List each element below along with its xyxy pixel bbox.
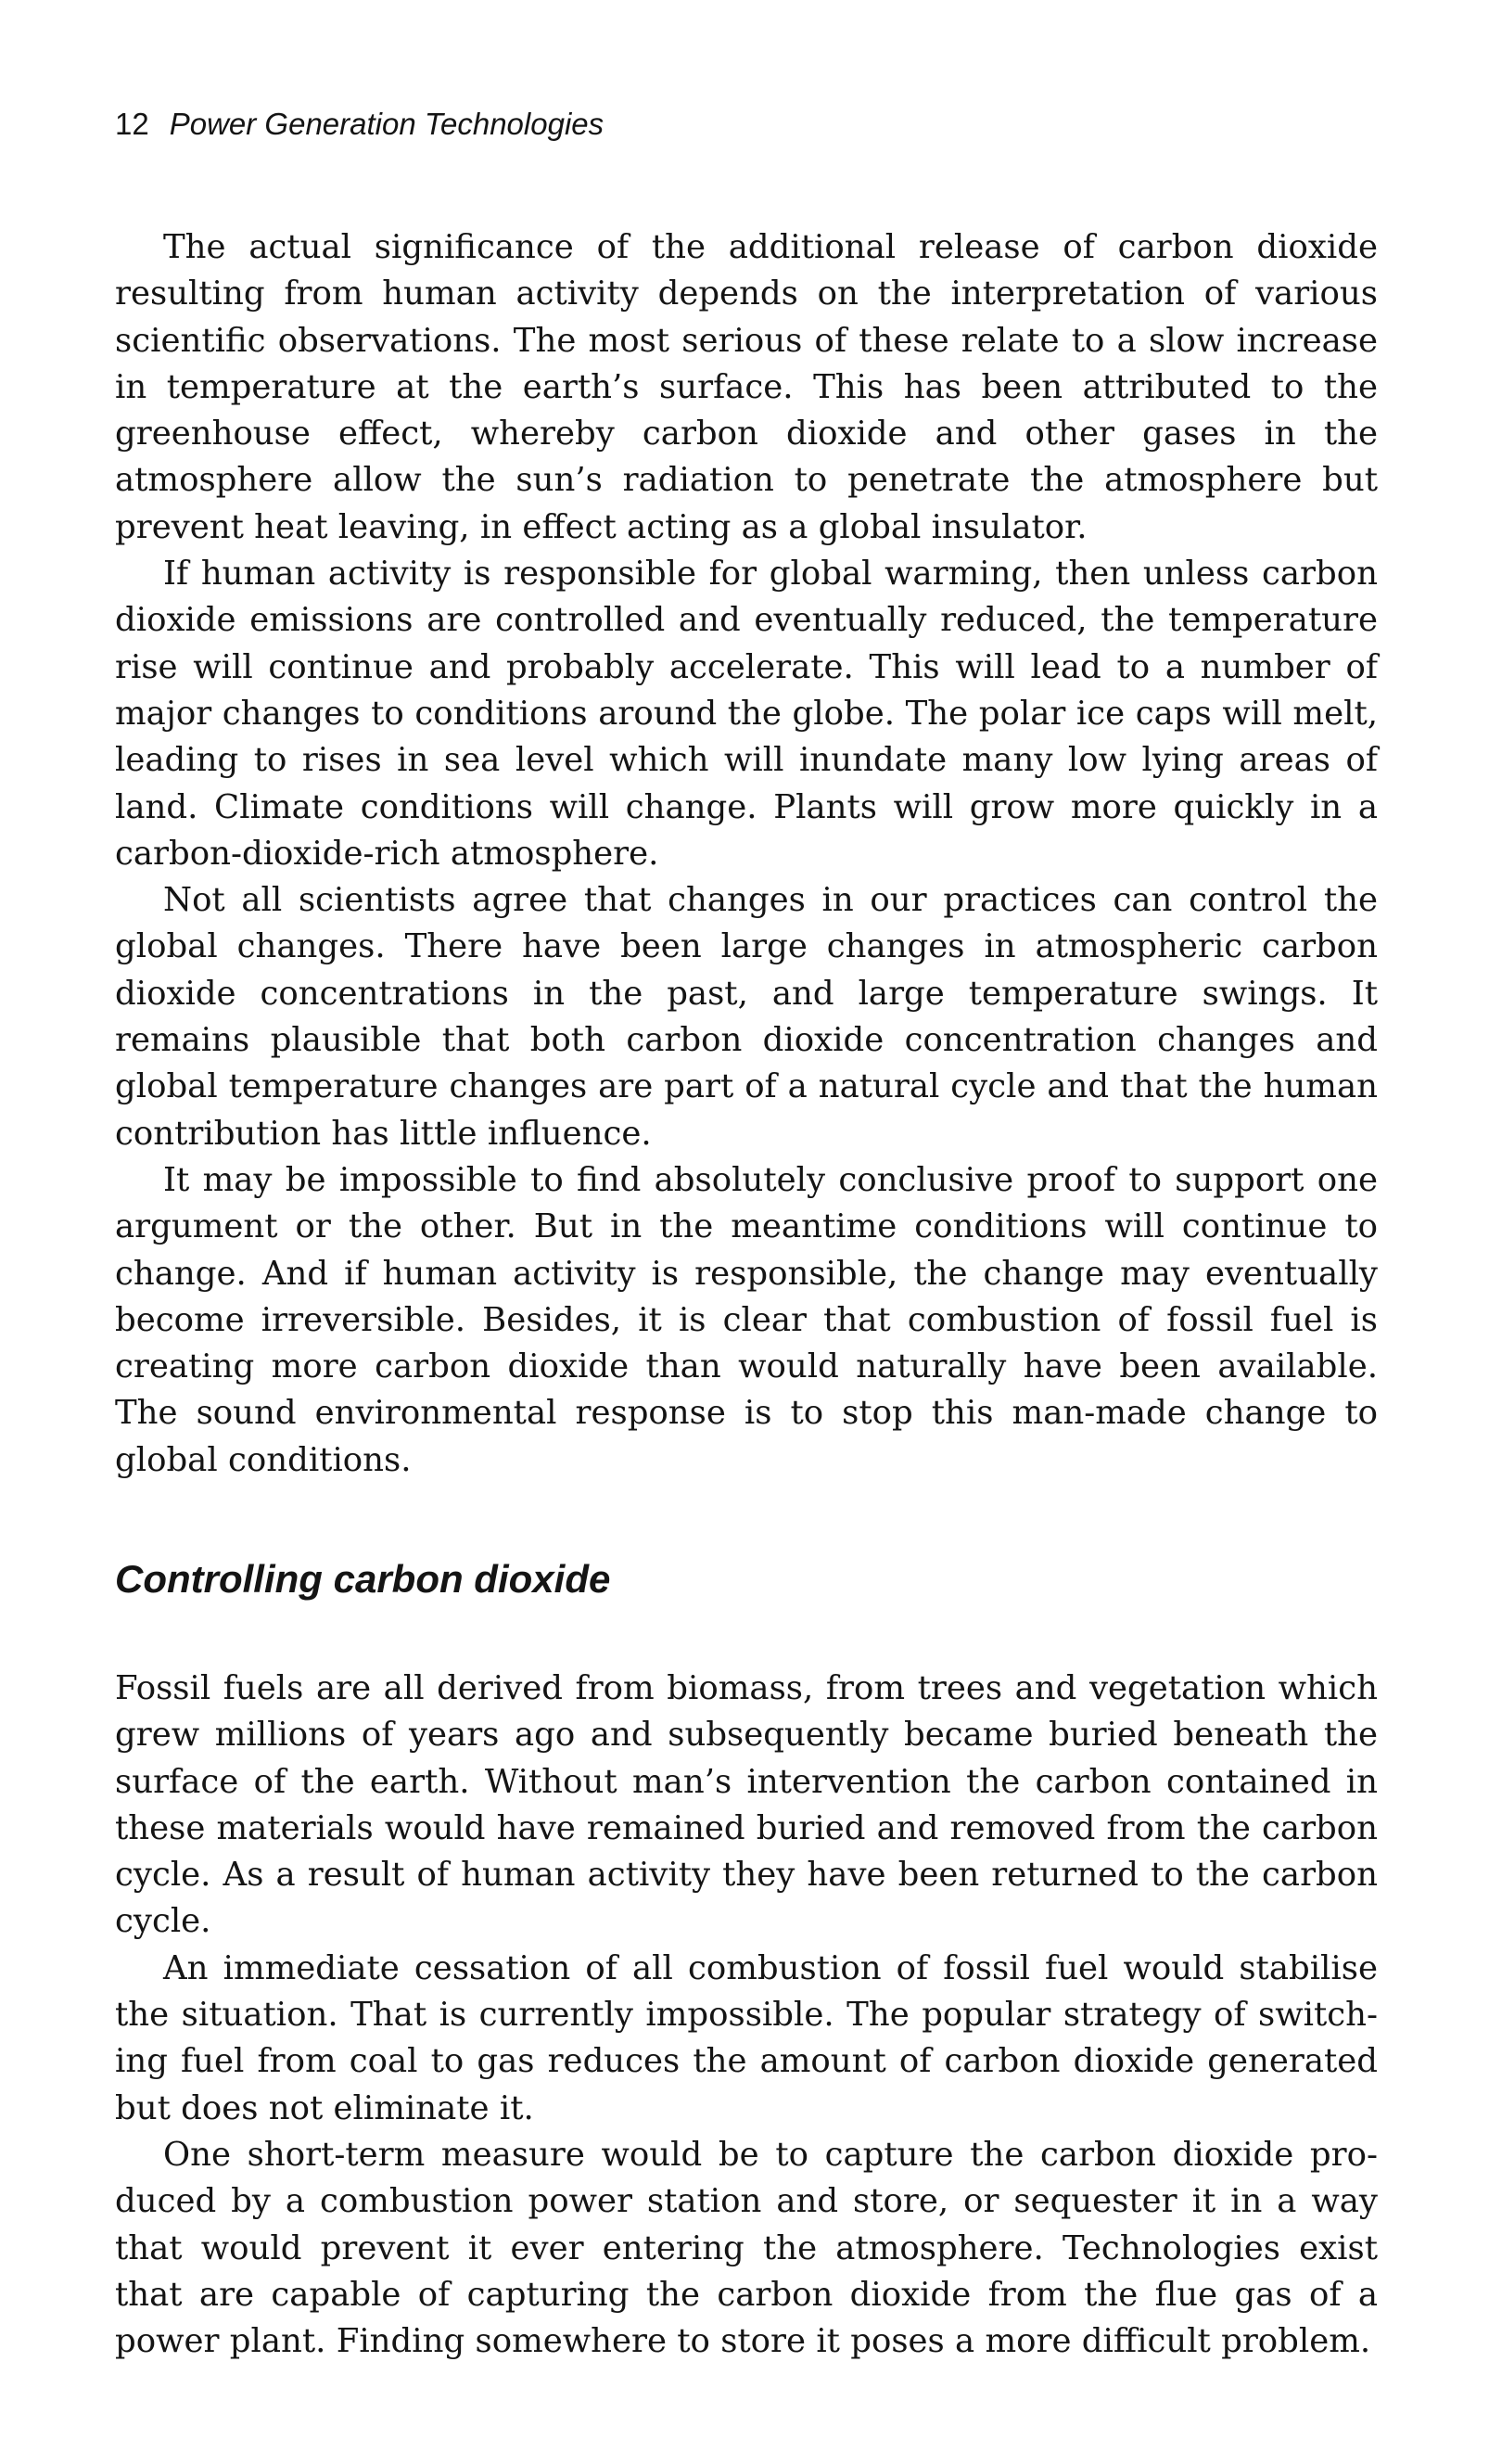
running-head [115, 106, 604, 143]
paragraph: If human activity is responsible for global warming, then unless carbon dioxide emissions are controlled and eventually reduced, the temperature rise will continue and probably accelerate. This will lead to a number of major changes to conditions around the globe. The polar ice caps will melt, leading to rises in sea level which will inundate many low lying areas of land. Climate conditions will change. Plants will grow more quickly in a carbon-dioxide-rich atmosphere. [115, 555, 1378, 873]
paragraph: The actual significance of the additional release of carbon dioxide resulting from human activity depends on the interpretation of various scientific observations. The most serious of these relate to a slow increase in temperature at the earth’s surface. This has been attributed to the greenhouse effect, whereby carbon dioxide and other gases in the atmosphere allow the sun’s radiation to penetrate the atmosphere but prevent heat leaving, in effect acting as a global insulator. [115, 228, 1378, 546]
body-text-before-heading [115, 224, 1378, 1484]
paragraph: An immediate cessation of all combustion of fossil fuel would stabilise the situation. That is currently impossible. The popular strategy of switching fuel from coal to gas reduces the amount of carbon dioxide generated but does not eliminate it. [115, 1948, 1378, 2127]
body-text-after-heading [115, 1666, 1378, 2365]
book-title: Power Generation Technologies [169, 107, 605, 141]
paragraph: Not all scientists agree that changes in our practices can control the global changes. There have been large changes in atmospheric carbon dioxide concentrations in the past, and large temperature swings. It remains plausible that both carbon dioxide concentration changes and global temperature changes are part of a natural cycle and that the human contribution has little influence. [115, 881, 1378, 1153]
section-heading: Controlling carbon dioxide [115, 1557, 611, 1601]
page-number: 12 [115, 107, 149, 141]
paragraph: It may be impossible to find absolutely conclusive proof to support one argument or the other. But in the meantime conditions will continue to change. And if human activity is responsible, the change may eventually become irreversible. Besides, it is clear that combustion of fossil fuel is creating more carbon dioxide than would naturally have been available. The sound environmental response is to stop this man-made change to global conditions. [115, 1160, 1378, 1479]
paragraph: One short-term measure would be to capture the carbon dioxide produced by a combustion power station and store, or sequester it in a way that would prevent it ever entering the atmosphere. Technologies exist that are capable of capturing the carbon dioxide from the flue gas of a power plant. Finding somewhere to store it poses a more difficult problem. [115, 2135, 1378, 2361]
paragraph: Fossil fuels are all derived from biomass, from trees and vegetation which grew millions of years ago and subsequently became buried beneath the surface of the earth. Without man’s intervention the carbon contained in these materials would have remained buried and removed from the carbon cycle. As a result of human activity they have been returned to the carbon cycle. [115, 1669, 1378, 1941]
